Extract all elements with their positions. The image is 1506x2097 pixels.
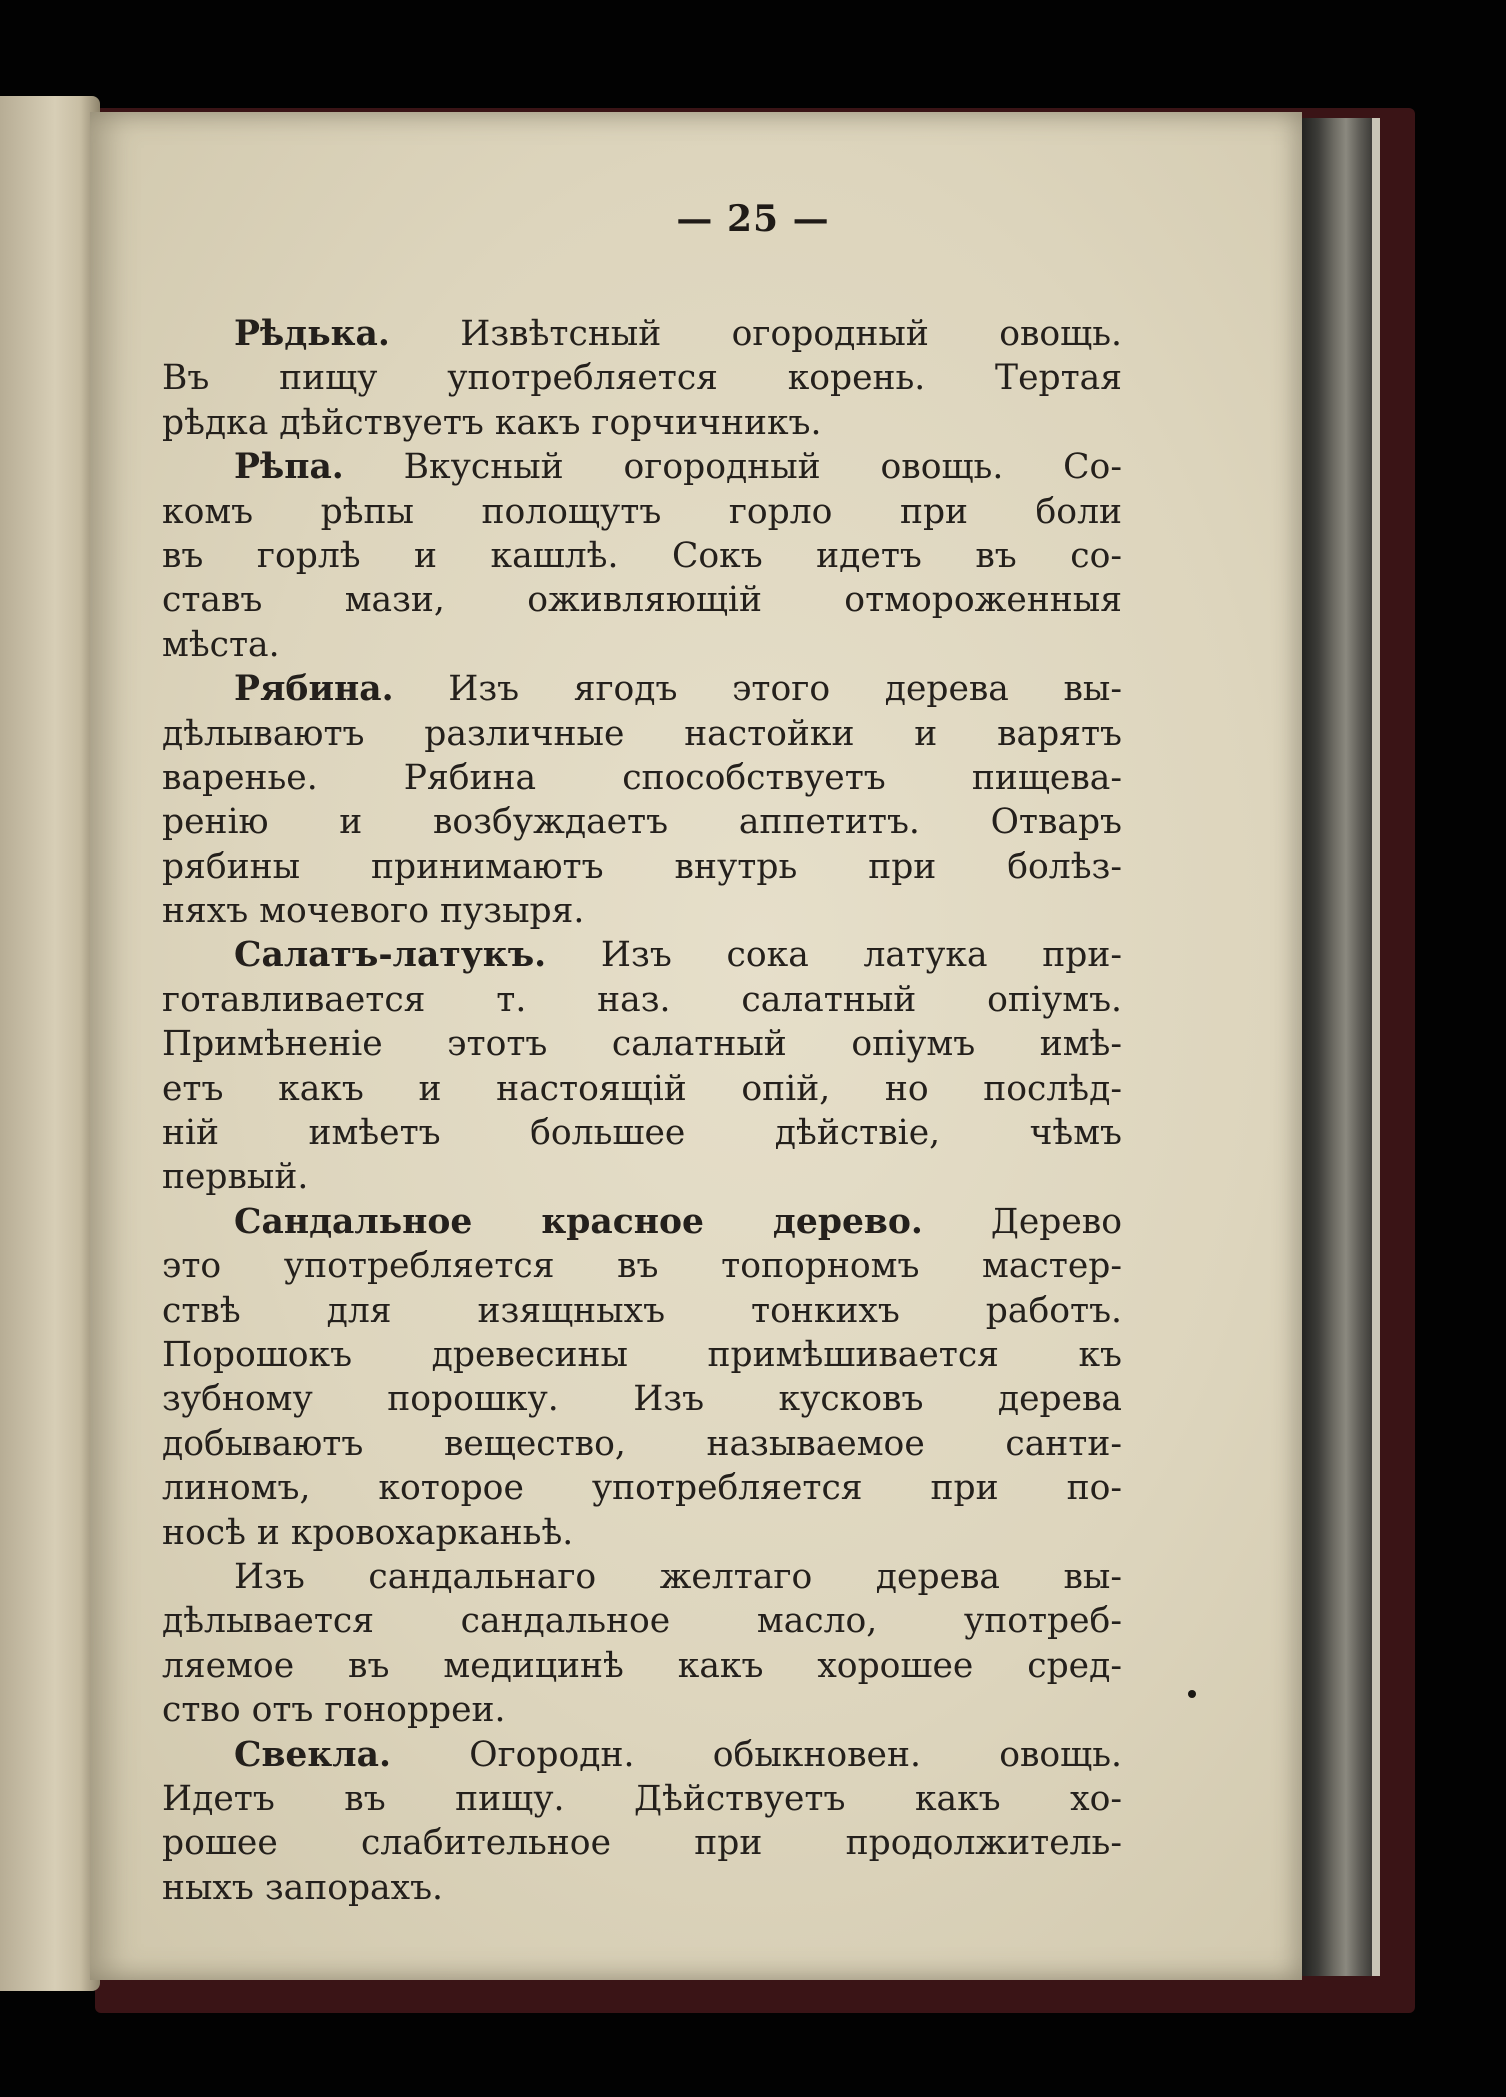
text-line <box>162 1111 1122 1155</box>
text-line <box>162 978 1122 1022</box>
page-block-highlight <box>1372 118 1380 1976</box>
line-text: Примѣненіе этотъ салатный опіумъ имѣ- <box>162 1024 1122 1065</box>
entry-term: Свекла. <box>234 1734 391 1775</box>
line-text: Вкусный огородный овощь. Со- <box>343 447 1122 488</box>
line-text: ныхъ запорахъ. <box>162 1867 444 1908</box>
text-line <box>162 889 1122 933</box>
text-line <box>162 1200 1122 1244</box>
page-body-text <box>162 312 1122 1910</box>
line-text: первый. <box>162 1157 309 1198</box>
text-line <box>162 1377 1122 1421</box>
text-line <box>162 1333 1122 1377</box>
line-text: ляемое въ медицинѣ какъ хорошее сред- <box>162 1645 1122 1686</box>
text-line <box>162 445 1122 489</box>
line-text: добываютъ вещество, называемое санти- <box>162 1423 1122 1464</box>
line-text: линомъ, которое употребляется при по- <box>162 1468 1122 1509</box>
line-text: это употребляется въ топорномъ мастер- <box>162 1246 1122 1287</box>
page-number: — 25 — <box>676 198 830 240</box>
text-line <box>162 1466 1122 1510</box>
text-line <box>162 1644 1122 1688</box>
text-line <box>162 1688 1122 1732</box>
text-line <box>162 1555 1122 1599</box>
line-text: комъ рѣпы полощутъ горло при боли <box>162 491 1122 532</box>
text-line <box>162 1866 1122 1910</box>
entry-term: Рѣдька. <box>234 314 390 354</box>
text-line <box>162 1155 1122 1199</box>
line-text: варенье. Рябина способствуетъ пищева- <box>162 757 1122 798</box>
text-line <box>162 667 1122 711</box>
text-line <box>162 845 1122 889</box>
line-text: Идетъ въ пищу. Дѣйствуетъ какъ хо- <box>162 1778 1122 1819</box>
line-text: мѣста. <box>162 624 280 665</box>
previous-page-edge <box>0 96 100 1991</box>
text-line <box>162 1244 1122 1288</box>
text-line <box>162 534 1122 578</box>
line-text: зубному порошку. Изъ кусковъ дерева <box>162 1379 1122 1420</box>
text-line <box>162 1511 1122 1555</box>
text-line <box>162 1821 1122 1865</box>
text-line <box>162 1599 1122 1643</box>
line-text: ство отъ гонорреи. <box>162 1690 506 1731</box>
text-line <box>162 490 1122 534</box>
text-line <box>162 1067 1122 1111</box>
line-text: етъ какъ и настоящій опій, но послѣд- <box>162 1068 1122 1109</box>
line-text: въ горлѣ и кашлѣ. Сокъ идетъ въ со- <box>162 535 1122 576</box>
line-text: Порошокъ древесины примѣшивается къ <box>162 1334 1122 1375</box>
line-text: Въ пищу употребляется корень. Тертая <box>162 358 1122 399</box>
line-text: ствѣ для изящныхъ тонкихъ работъ. <box>162 1290 1122 1331</box>
text-line <box>162 1022 1122 1066</box>
line-text: Изъ сока латука при- <box>546 935 1122 976</box>
entry-term: Сандальное красное дерево. <box>234 1201 923 1242</box>
text-line <box>162 1777 1122 1821</box>
line-text: Огородн. обыкновен. овощь. <box>391 1734 1122 1775</box>
text-line <box>162 356 1122 400</box>
text-line <box>162 1422 1122 1466</box>
text-line <box>162 800 1122 844</box>
line-text: Изъ сандальнаго желтаго дерева вы- <box>234 1556 1122 1597</box>
line-text: ренію и возбуждаетъ аппетитъ. Отваръ <box>162 802 1122 843</box>
text-line <box>162 312 1122 356</box>
text-line <box>162 578 1122 622</box>
line-text: ній имѣетъ большее дѣйствіе, чѣмъ <box>162 1113 1122 1154</box>
entry-term: Рябина. <box>234 669 394 710</box>
line-text: дѣлываютъ различные настойки и варятъ <box>162 713 1122 754</box>
line-text: рябины принимаютъ внутрь при болѣз- <box>162 846 1122 887</box>
line-text: Дерево <box>922 1201 1122 1242</box>
line-text: ставъ мази, оживляющій отмороженныя <box>162 580 1122 621</box>
line-text: няхъ мочевого пузыря. <box>162 891 585 932</box>
text-line <box>162 756 1122 800</box>
line-text: Изъ ягодъ этого дерева вы- <box>393 669 1122 710</box>
line-text: Извѣтсный огородный овощь. <box>389 314 1122 354</box>
line-text: рошее слабительное при продолжитель- <box>162 1823 1122 1864</box>
text-line <box>162 623 1122 667</box>
text-line <box>162 1289 1122 1333</box>
line-text: готавливается т. наз. салатный опіумъ. <box>162 979 1122 1020</box>
text-line <box>162 1733 1122 1777</box>
text-line <box>162 401 1122 445</box>
line-text: рѣдка дѣйствуетъ какъ горчичникъ. <box>162 402 822 443</box>
line-text: носѣ и кровохарканьѣ. <box>162 1512 574 1553</box>
text-line <box>162 933 1122 977</box>
page-block-edges <box>1298 118 1378 1976</box>
ink-speck <box>1188 1690 1196 1698</box>
entry-term: Салатъ-латукъ. <box>234 935 547 976</box>
text-line <box>162 712 1122 756</box>
line-text: дѣлывается сандальное масло, употреб- <box>162 1601 1122 1642</box>
entry-term: Рѣпа. <box>234 447 344 488</box>
